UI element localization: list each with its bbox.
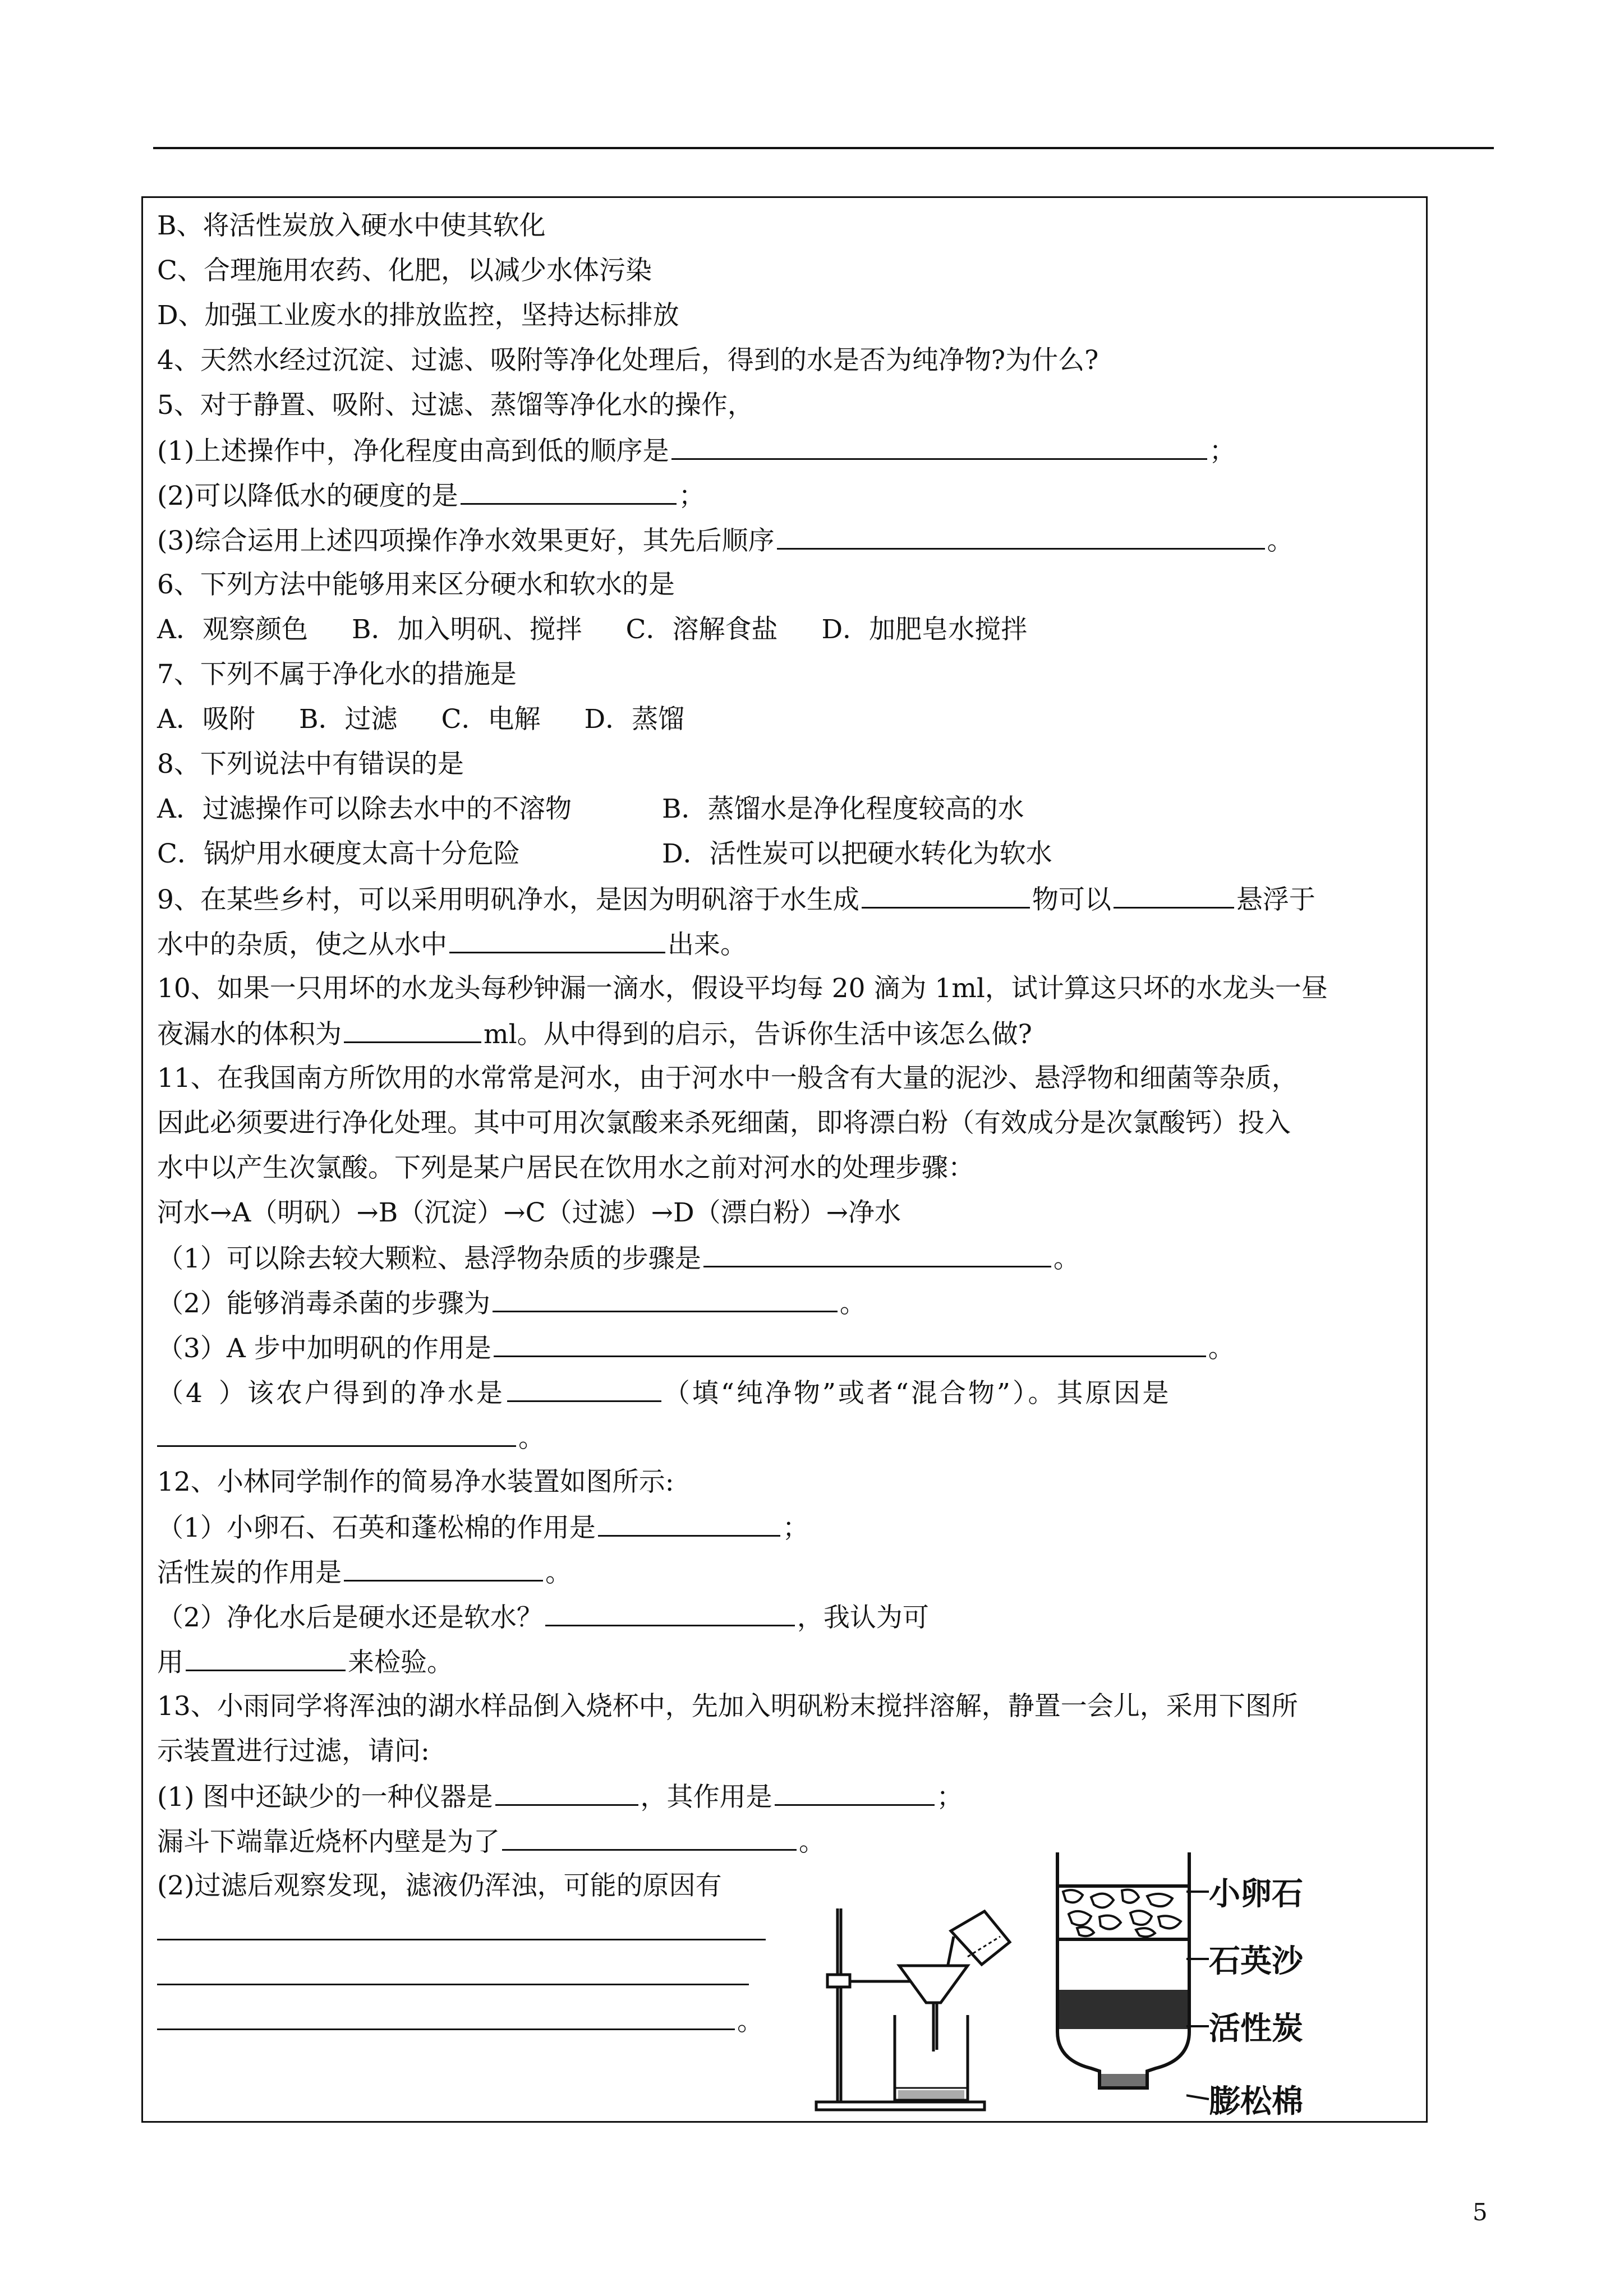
question-6: 6、下列方法中能够用来区分硬水和软水的是 xyxy=(157,569,675,600)
answer-blank[interactable] xyxy=(186,1639,346,1671)
option: B．过滤 xyxy=(298,704,398,735)
figure-leader-lines xyxy=(1186,1875,1214,2110)
q13-1b-end: 。 xyxy=(799,1827,825,1857)
q5-3-end: 。 xyxy=(1267,525,1294,556)
q5-3-text: (3)综合运用上述四项操作净水效果更好，其先后顺序 xyxy=(157,525,775,556)
worksheet-frame xyxy=(141,196,1428,2123)
q11-3-text: （3）A 步中加明矾的作用是 xyxy=(157,1333,491,1364)
answer-blank[interactable] xyxy=(777,518,1265,550)
answer-blank[interactable] xyxy=(494,1325,1206,1357)
option-d-line: D、加强工业废水的排放监控，坚持达标排放 xyxy=(157,300,679,331)
option: D．加肥皂水搅拌 xyxy=(821,614,1028,645)
q11-4-text-b: （填“纯净物”或者“混合物”）。其原因是 xyxy=(663,1378,1171,1409)
answer-blank[interactable] xyxy=(502,1819,797,1851)
question-13: 13、小雨同学将浑浊的湖水样品倒入烧杯中，先加入明矾粉末搅拌溶解，静置一会儿，采用下图所 xyxy=(157,1691,1298,1722)
option: C．电解 xyxy=(441,704,541,735)
q12-1-text: （1）小卵石、石英和蓬松棉的作用是 xyxy=(157,1513,596,1543)
water-purifier-figure xyxy=(1046,1847,1203,2127)
answer-blank[interactable] xyxy=(703,1235,1051,1267)
q12-1b-end: 。 xyxy=(545,1557,572,1588)
question-10: 10、如果一只用坏的水龙头每秒钟漏一滴水，假设平均每 20 滴为 1ml，试计算这只坏的水龙头一昼 xyxy=(157,973,1328,1004)
answer-blank[interactable] xyxy=(1114,877,1234,909)
question-11-cont-1: 因此必须要进行净化处理。其中可用次氯酸来杀死细菌，即将漂白粉（有效成分是次氯酸钙）投入 xyxy=(157,1108,1291,1138)
answer-blank[interactable] xyxy=(344,1011,481,1043)
option: B．加入明矾、搅拌 xyxy=(351,614,582,645)
q9-text-d: 水中的杂质，使之从水中 xyxy=(157,929,447,960)
worksheet-content xyxy=(157,198,1414,2043)
option: D．活性炭可以把硬水转化为软水 xyxy=(662,838,1052,869)
q13-1-mid: ，其作用是 xyxy=(640,1782,772,1813)
question-8-options-cd xyxy=(157,832,1414,877)
question-11-1 xyxy=(157,1235,1414,1280)
answer-blank[interactable] xyxy=(157,1908,766,1940)
answer-blank[interactable] xyxy=(157,1998,735,2030)
option-b-line: B、将活性炭放入硬水中使其软化 xyxy=(157,210,546,241)
answer-blank[interactable] xyxy=(862,877,1030,909)
q9-text-e: 出来。 xyxy=(668,929,747,960)
question-10-cont xyxy=(157,1011,1414,1056)
answer-blank[interactable] xyxy=(493,1280,838,1312)
option: B．蒸馏水是净化程度较高的水 xyxy=(662,794,1024,824)
question-5-2 xyxy=(157,473,1414,518)
question-11-2 xyxy=(157,1280,1414,1325)
question-9-cont xyxy=(157,921,1414,966)
question-11-flow: 河水→A（明矾）→B（沉淀）→C（过滤）→D（漂白粉）→净水 xyxy=(157,1197,901,1228)
answer-blank[interactable] xyxy=(671,428,1207,460)
q10-text-b: 夜漏水的体积为 xyxy=(157,1019,342,1050)
question-12-2-cont xyxy=(157,1639,1414,1684)
answer-blank[interactable] xyxy=(461,473,677,505)
question-12-1-cont xyxy=(157,1550,1414,1594)
figure-label-activated-carbon: 活性炭 xyxy=(1209,2011,1303,2047)
question-12-1 xyxy=(157,1505,1414,1550)
figure-label-quartz-sand: 石英沙 xyxy=(1209,1943,1303,1980)
q9-text-b: 物可以 xyxy=(1032,884,1111,915)
q12-1b-text: 活性炭的作用是 xyxy=(157,1557,342,1588)
question-12-2 xyxy=(157,1594,1414,1639)
question-12: 12、小林同学制作的简易净水装置如图所示: xyxy=(157,1467,674,1497)
q13-2-end: 。 xyxy=(737,2006,763,2037)
figure-label-pebbles: 小卵石 xyxy=(1209,1876,1303,1912)
q12-2-end: ，我认为可 xyxy=(797,1602,929,1633)
q13-1b-text: 漏斗下端靠近烧杯内壁是为了 xyxy=(157,1827,500,1857)
page-number: 5 xyxy=(1473,2198,1488,2226)
question-7-options xyxy=(157,697,1414,742)
answer-blank[interactable] xyxy=(507,1370,661,1402)
question-5-1 xyxy=(157,428,1414,473)
q12-2b-end: 来检验。 xyxy=(348,1647,453,1678)
answer-blank[interactable] xyxy=(775,1774,935,1806)
option: A．吸附 xyxy=(157,704,255,735)
q5-1-text: (1)上述操作中，净化程度由高到低的顺序是 xyxy=(157,436,669,467)
option: C．溶解食盐 xyxy=(625,614,778,645)
question-8: 8、下列说法中有错误的是 xyxy=(157,749,464,780)
question-5-3 xyxy=(157,518,1414,563)
q10-text-c: ml。从中得到的启示，告诉你生活中该怎么做? xyxy=(484,1019,1032,1050)
q5-2-end: ； xyxy=(678,481,705,511)
option: A．过滤操作可以除去水中的不溶物 xyxy=(157,794,572,824)
answer-blank[interactable] xyxy=(495,1774,638,1806)
q9-text-c: 悬浮于 xyxy=(1236,884,1315,915)
question-11-4 xyxy=(157,1370,1414,1415)
answer-blank[interactable] xyxy=(157,1953,749,1985)
question-9 xyxy=(157,877,1414,921)
q11-4-end: 。 xyxy=(518,1423,545,1454)
question-4: 4、天然水经过沉淀、过滤、吸附等净化处理后，得到的水是否为纯净物?为什么? xyxy=(157,345,1099,376)
q12-1-end: ； xyxy=(782,1513,809,1543)
question-11-3 xyxy=(157,1325,1414,1370)
q5-1-end: ； xyxy=(1209,436,1236,467)
answer-blank[interactable] xyxy=(449,921,665,953)
question-11: 11、在我国南方所饮用的水常常是河水，由于河水中一般含有大量的泥沙、悬浮物和细菌等杂质， xyxy=(157,1063,1298,1094)
q13-1-end: ； xyxy=(936,1782,963,1813)
q5-2-text: (2)可以降低水的硬度的是 xyxy=(157,481,458,511)
question-5: 5、对于静置、吸附、过滤、蒸馏等净化水的操作， xyxy=(157,390,754,421)
q12-2-text: （2）净化水后是硬水还是软水？ xyxy=(157,1602,543,1633)
question-11-4-cont xyxy=(157,1415,1414,1460)
answer-blank[interactable] xyxy=(545,1594,795,1626)
question-6-options xyxy=(157,607,1414,652)
question-13-1-cont xyxy=(157,1819,1414,1864)
option-c-line: C、合理施用农药、化肥，以减少水体污染 xyxy=(157,255,652,286)
question-7: 7、下列不属于净化水的措施是 xyxy=(157,659,517,690)
question-13-2: (2)过滤后观察发现，滤液仍浑浊，可能的原因有 xyxy=(157,1870,722,1901)
answer-blank[interactable] xyxy=(157,1415,516,1447)
q12-2b-text: 用 xyxy=(157,1647,183,1678)
answer-blank[interactable] xyxy=(344,1550,543,1582)
question-8-options-ab xyxy=(157,787,1414,832)
option: A．观察颜色 xyxy=(157,614,308,645)
question-13-1 xyxy=(157,1774,1414,1819)
question-11-cont-2: 水中以产生次氯酸。下列是某户居民在饮用水之前对河水的处理步骤： xyxy=(157,1152,974,1183)
question-13-cont: 示装置进行过滤，请问: xyxy=(157,1736,430,1767)
q11-3-end: 。 xyxy=(1208,1333,1235,1364)
q13-1-text: (1) 图中还缺少的一种仪器是 xyxy=(157,1782,493,1813)
answer-blank[interactable] xyxy=(598,1505,780,1537)
q11-2-end: 。 xyxy=(839,1288,866,1319)
q11-1-text: （1）可以除去较大颗粒、悬浮物杂质的步骤是 xyxy=(157,1243,701,1274)
q9-text-a: 9、在某些乡村，可以采用明矾净水，是因为明矾溶于水生成 xyxy=(157,884,859,915)
option: C．锅炉用水硬度太高十分危险 xyxy=(157,838,520,869)
q11-4-text-a: （4 ）该农户得到的净水是 xyxy=(157,1378,505,1409)
header-rule xyxy=(153,147,1494,149)
q11-2-text: （2）能够消毒杀菌的步骤为 xyxy=(157,1288,490,1319)
q11-1-end: 。 xyxy=(1053,1243,1080,1274)
figure-label-cotton: 膨松棉 xyxy=(1209,2083,1303,2120)
option: D．蒸馏 xyxy=(584,704,685,735)
